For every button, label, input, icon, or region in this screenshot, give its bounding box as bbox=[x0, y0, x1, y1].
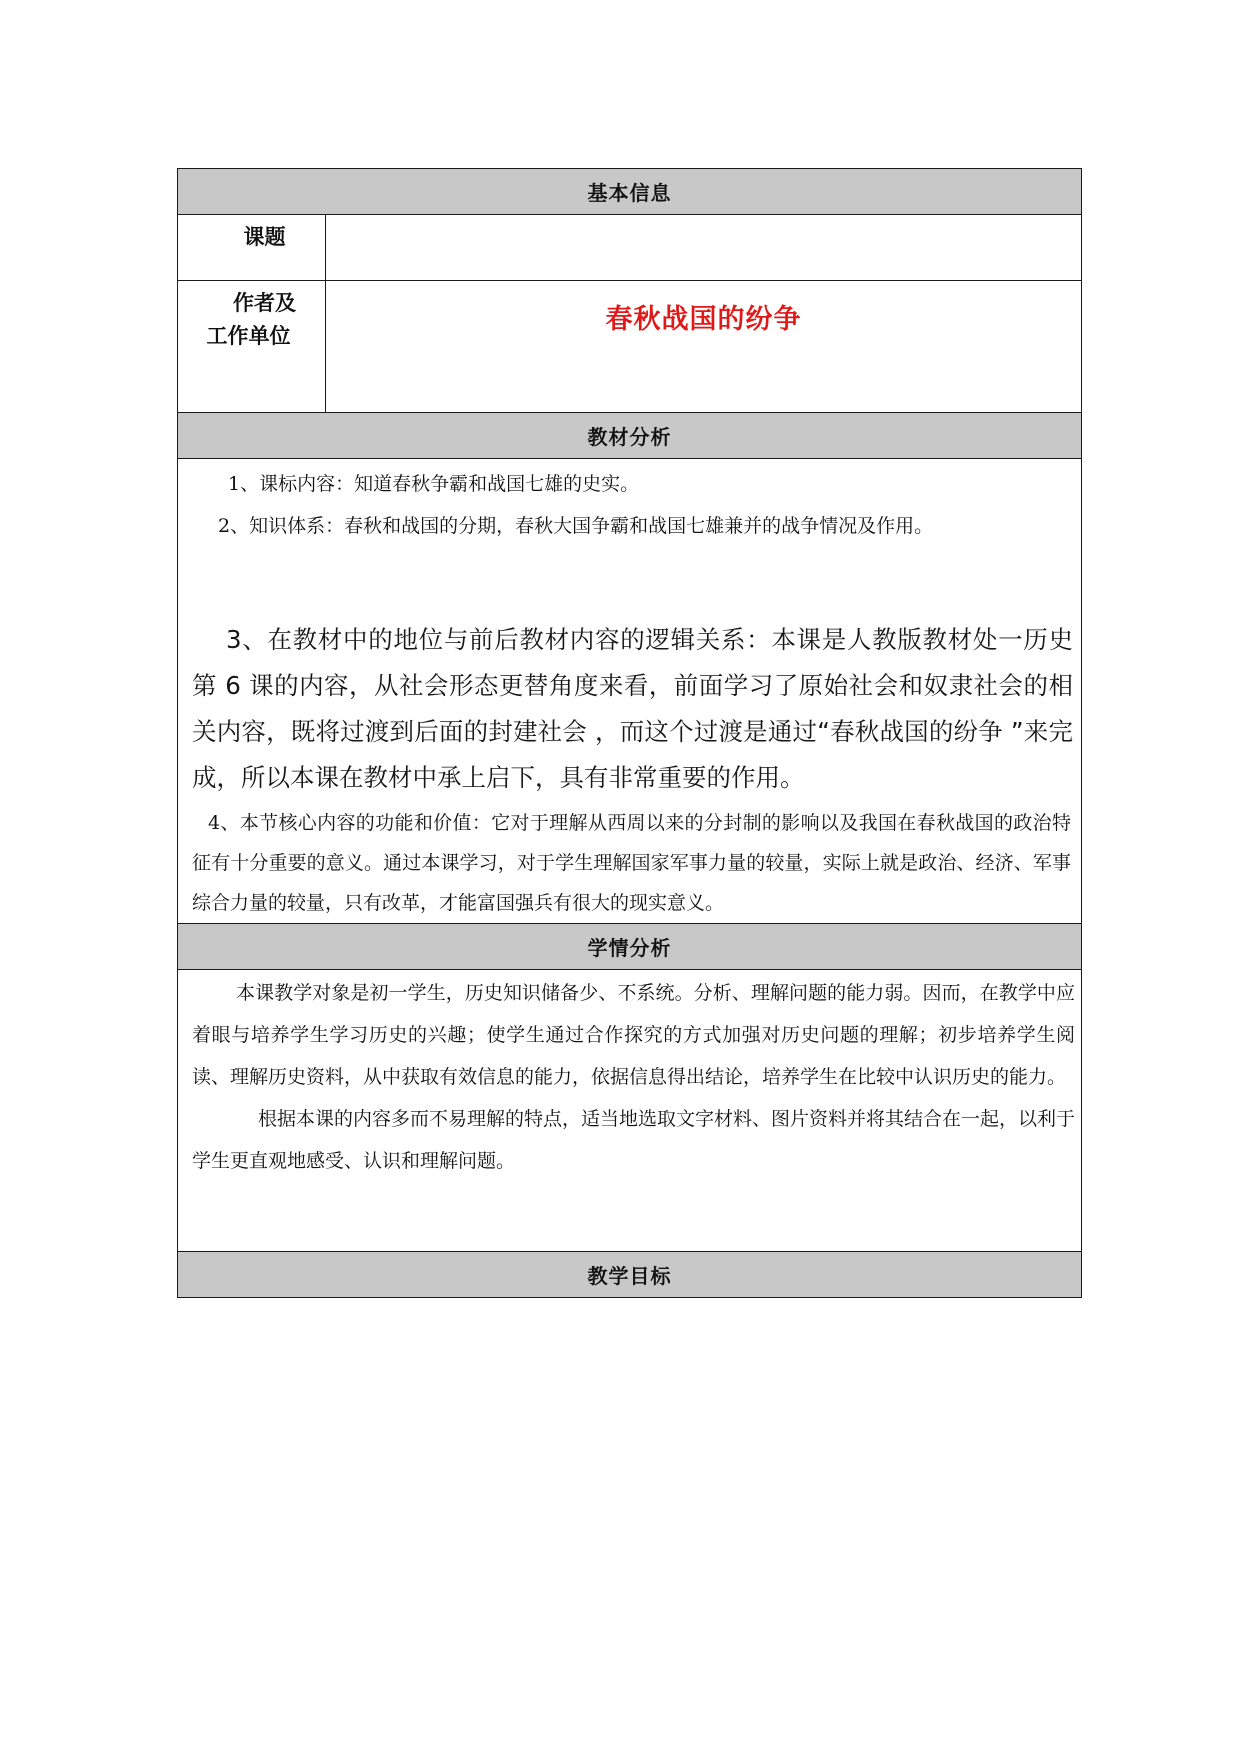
topic-row bbox=[178, 215, 1082, 281]
basic-info-header-row bbox=[178, 169, 1082, 215]
student-analysis-header-row bbox=[178, 924, 1082, 970]
material-item-3: 3、在教材中的地位与前后教材内容的逻辑关系：本课是人教版教材处一历史第 6 课的内容，从社会形态更替角度来看，前面学习了原始社会和奴隶社会的相关内容，既将过渡到后面的封建社会 ，而这个过渡是通过“春秋战国的纷争 ”来完成，所以本课在教材中承上启下，具有非常重要的作用。 bbox=[192, 625, 1073, 792]
author-value-cell bbox=[326, 281, 1082, 413]
student-analysis-header: 学情分析 bbox=[178, 924, 1082, 970]
topic-value-cell bbox=[326, 215, 1082, 281]
student-analysis-body bbox=[178, 970, 1082, 1252]
material-item-2: 2、知识体系：春秋和战国的分期，春秋大国争霸和战国七雄兼并的战争情况及作用。 bbox=[218, 515, 934, 537]
material-analysis-header: 教材分析 bbox=[178, 413, 1082, 459]
author-label-cell bbox=[178, 281, 326, 413]
author-label-line1: 作者及 bbox=[233, 291, 296, 315]
teaching-goals-header-row bbox=[178, 1252, 1082, 1298]
lesson-title: 春秋战国的纷争 bbox=[605, 304, 802, 335]
material-item-1: 1、课标内容：知道春秋争霸和战国七雄的史实。 bbox=[228, 473, 640, 495]
author-label-line2: 工作单位 bbox=[206, 324, 291, 348]
material-item-4: 4、本节核心内容的功能和价值：它对于理解从西周以来的分封制的影响以及我国在春秋战国的政治特征有十分重要的意义。通过本课学习，对于学生理解国家军事力量的较量，实际上就是政治、经济、军事综合力量的较量，只有改革，才能富国强兵有很大的现实意义。 bbox=[192, 812, 1071, 914]
material-analysis-body bbox=[178, 459, 1082, 924]
student-para-1: 本课教学对象是初一学生，历史知识储备少、不系统。分析、理解问题的能力弱。因而，在教学中应着眼与培养学生学习历史的兴趣；使学生通过合作探究的方式加强对历史问题的理解；初步培养学生阅读、理解历史资料，从中获取有效信息的能力，依据信息得出结论，培养学生在比较中认识历史的能力。 bbox=[192, 982, 1075, 1088]
author-row bbox=[178, 281, 1082, 413]
material-analysis-body-row bbox=[178, 459, 1082, 924]
spacer bbox=[178, 547, 1081, 617]
topic-label-cell bbox=[178, 215, 326, 281]
basic-info-header: 基本信息 bbox=[178, 169, 1082, 215]
teaching-goals-header: 教学目标 bbox=[178, 1252, 1082, 1298]
student-para-2: 根据本课的内容多而不易理解的特点，适当地选取文字材料、图片资料并将其结合在一起，以利于学生更直观地感受、认识和理解问题。 bbox=[192, 1108, 1076, 1172]
lesson-plan-table bbox=[177, 168, 1082, 1298]
topic-label: 课题 bbox=[243, 225, 286, 249]
student-analysis-body-row bbox=[178, 970, 1082, 1252]
material-analysis-header-row bbox=[178, 413, 1082, 459]
